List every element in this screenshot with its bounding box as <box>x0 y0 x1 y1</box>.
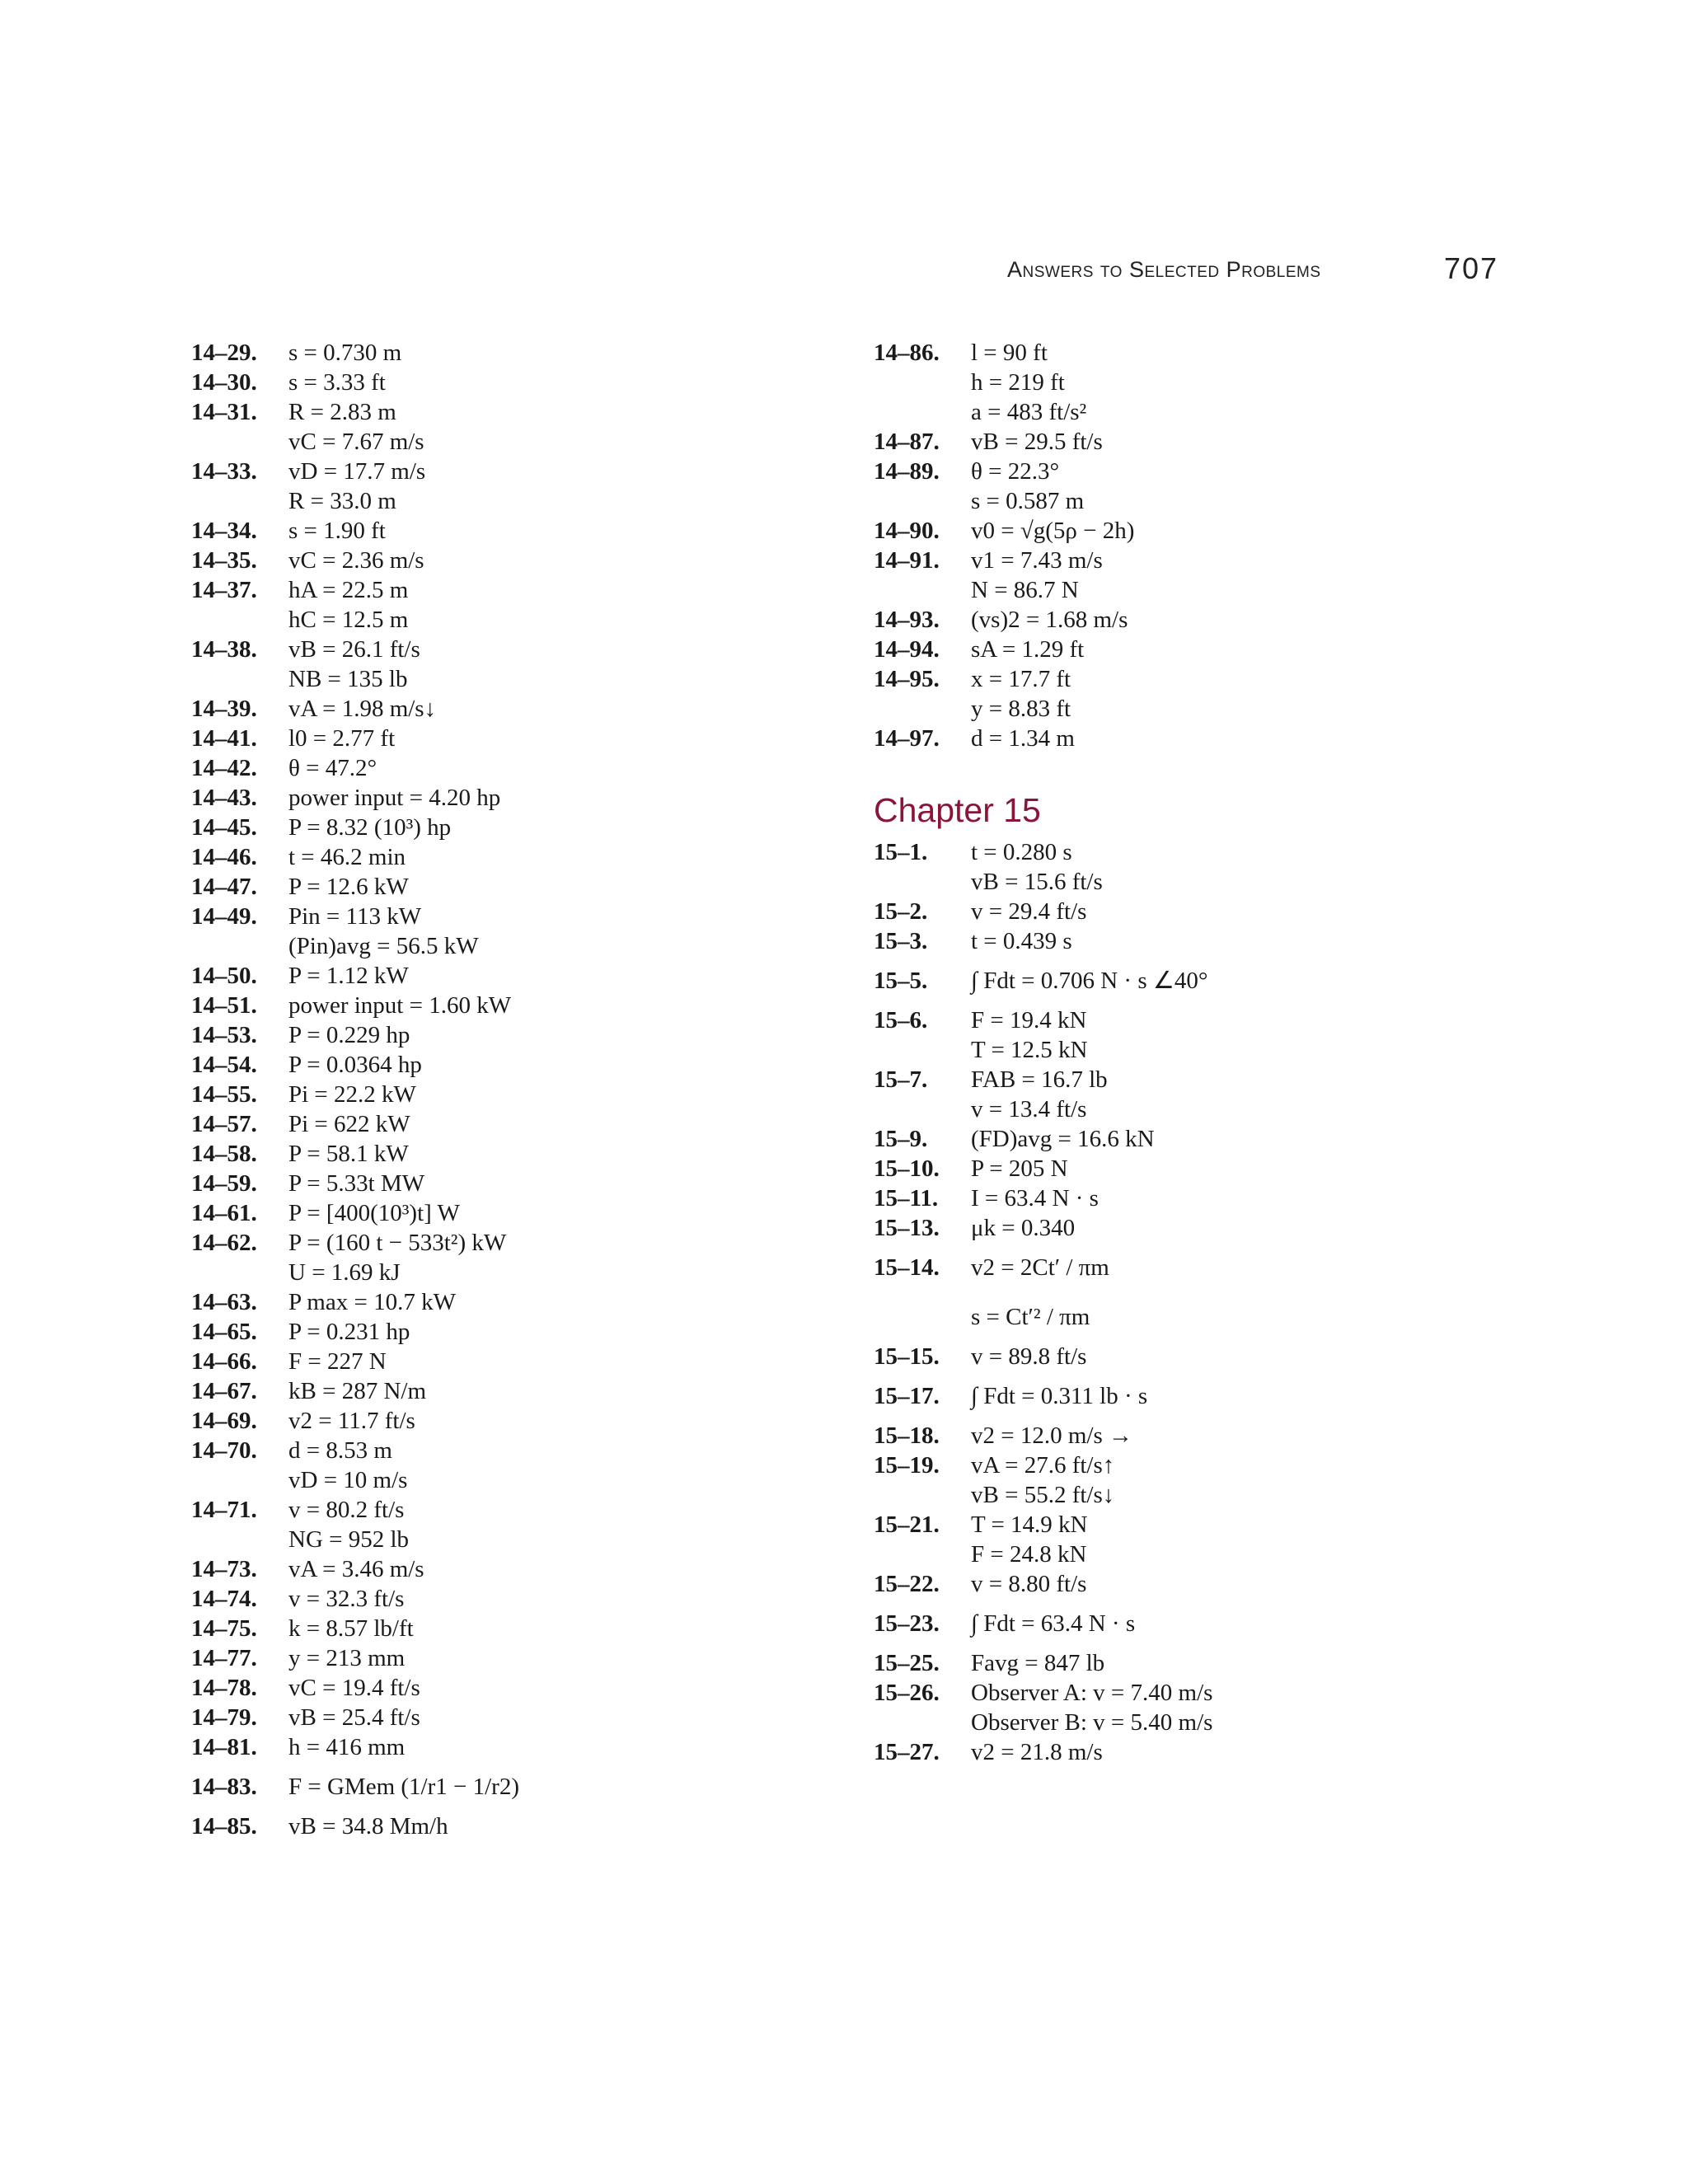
answer-text: hC = 12.5 m <box>288 607 409 633</box>
answer-text: vC = 2.36 m/s <box>288 547 424 574</box>
problem-number: 15–5. <box>874 968 928 994</box>
answer-row <box>191 1732 851 1762</box>
answer-text: ∫ Fdt = 0.311 lb · s <box>971 1383 1148 1409</box>
answer-text: s = Ct′² / πm <box>971 1304 1090 1330</box>
problem-number: 14–33. <box>191 458 257 485</box>
answer-row <box>191 813 851 842</box>
answer-text: ∫ Fdt = 63.4 N · s <box>971 1610 1136 1637</box>
answer-row <box>874 605 1533 635</box>
answer-row <box>191 872 851 902</box>
answer-row <box>874 664 1533 694</box>
answer-text: vB = 29.5 ft/s <box>971 429 1103 455</box>
answer-text: I = 63.4 N · s <box>971 1185 1099 1212</box>
answer-text: vA = 3.46 m/s <box>288 1556 424 1582</box>
problem-number: 14–94. <box>874 636 940 663</box>
answer-text: s = 3.33 ft <box>288 369 386 396</box>
answer-row <box>191 1406 851 1436</box>
answer-row <box>191 902 851 931</box>
answer-text: P = 205 N <box>971 1155 1068 1182</box>
problem-number: 14–83. <box>191 1774 257 1800</box>
answer-row <box>191 575 851 605</box>
answer-row <box>191 605 851 635</box>
answer-row <box>191 1673 851 1703</box>
problem-number: 15–27. <box>874 1739 940 1765</box>
answer-row <box>191 635 851 664</box>
answer-row <box>191 397 851 427</box>
answer-text: Pin = 113 kW <box>288 903 422 930</box>
problem-number: 14–73. <box>191 1556 257 1582</box>
problem-number: 15–9. <box>874 1126 928 1152</box>
answer-row <box>191 753 851 783</box>
answer-row <box>191 338 851 368</box>
problem-number: 14–35. <box>191 547 257 574</box>
answer-text: θ = 47.2° <box>288 755 377 781</box>
page-number: 707 <box>1444 251 1499 285</box>
answer-text: a = 483 ft/s² <box>971 399 1087 425</box>
problem-number: 15–19. <box>874 1452 940 1479</box>
answer-text: P max = 10.7 kW <box>288 1289 456 1315</box>
problem-number: 14–59. <box>191 1170 257 1197</box>
problem-number: 15–10. <box>874 1155 940 1182</box>
answer-text: l = 90 ft <box>971 340 1048 366</box>
problem-number: 15–6. <box>874 1007 928 1033</box>
problem-number: 14–34. <box>191 518 257 544</box>
answer-text: s = 1.90 ft <box>288 518 386 544</box>
problem-number: 15–2. <box>874 898 928 925</box>
problem-number: 14–54. <box>191 1052 257 1078</box>
problem-number: 14–77. <box>191 1645 257 1671</box>
answer-text: v = 32.3 ft/s <box>288 1586 405 1612</box>
answer-text: NB = 135 lb <box>288 666 408 692</box>
answer-row <box>191 931 851 961</box>
problem-number: 14–53. <box>191 1022 257 1048</box>
answers-column-right <box>874 338 1533 1767</box>
answer-row <box>874 1599 1533 1648</box>
problem-number: 14–37. <box>191 577 257 603</box>
problem-number: 14–31. <box>191 399 257 425</box>
answer-row <box>874 1124 1533 1154</box>
problem-number: 14–43. <box>191 785 257 811</box>
answer-text: power input = 1.60 kW <box>288 992 512 1019</box>
problem-number: 14–57. <box>191 1111 257 1137</box>
answer-row <box>191 991 851 1020</box>
answers-column-left <box>191 338 851 1841</box>
problem-number: 15–26. <box>874 1680 940 1706</box>
problem-number: 14–66. <box>191 1348 257 1375</box>
problem-number: 14–70. <box>191 1437 257 1464</box>
answer-row <box>191 1703 851 1732</box>
answer-text: t = 0.280 s <box>971 839 1072 865</box>
answer-row <box>191 1287 851 1317</box>
answer-text: P = 0.229 hp <box>288 1022 410 1048</box>
problem-number: 14–69. <box>191 1408 257 1434</box>
answer-text: Observer A: v = 7.40 m/s <box>971 1680 1213 1706</box>
problem-number: 14–81. <box>191 1734 257 1760</box>
answer-row <box>191 694 851 724</box>
problem-number: 14–95. <box>874 666 940 692</box>
answer-text: vD = 10 m/s <box>288 1467 408 1493</box>
answer-text: P = 0.0364 hp <box>288 1052 422 1078</box>
answer-row <box>874 694 1533 724</box>
answer-text: Pi = 622 kW <box>288 1111 410 1137</box>
problem-number: 14–67. <box>191 1378 257 1404</box>
problem-number: 14–93. <box>874 607 940 633</box>
answer-text: F = 227 N <box>288 1348 387 1375</box>
problem-number: 14–61. <box>191 1200 257 1226</box>
answer-text: U = 1.69 kJ <box>288 1259 401 1286</box>
answer-text: P = 12.6 kW <box>288 874 409 900</box>
answer-text: ∫ Fdt = 0.706 N · s ∠40° <box>971 968 1208 994</box>
problem-number: 14–91. <box>874 547 940 574</box>
answer-text: vC = 19.4 ft/s <box>288 1675 420 1701</box>
problem-number: 15–15. <box>874 1343 940 1370</box>
problem-number: 14–71. <box>191 1497 257 1523</box>
problem-number: 14–97. <box>874 725 940 752</box>
answer-row <box>874 486 1533 516</box>
answer-text: v = 8.80 ft/s <box>971 1571 1087 1597</box>
answer-row <box>191 961 851 991</box>
problem-number: 14–49. <box>191 903 257 930</box>
answer-row <box>874 897 1533 926</box>
problem-number: 15–14. <box>874 1254 940 1281</box>
answer-row <box>874 1648 1533 1678</box>
answer-text: NG = 952 lb <box>288 1526 410 1553</box>
answer-row <box>874 1371 1533 1421</box>
answer-text: t = 46.2 min <box>288 844 406 870</box>
problem-number: 14–47. <box>191 874 257 900</box>
answer-text: v = 13.4 ft/s <box>971 1096 1087 1122</box>
answer-row <box>874 1540 1533 1569</box>
answer-row <box>191 1436 851 1465</box>
problem-number: 15–22. <box>874 1571 940 1597</box>
answer-text: P = 8.32 (10³) hp <box>288 814 452 841</box>
problem-number: 14–51. <box>191 992 257 1019</box>
answer-row <box>191 1376 851 1406</box>
answer-row <box>191 842 851 872</box>
answer-text: vC = 7.67 m/s <box>288 429 424 455</box>
answer-row <box>874 1737 1533 1767</box>
answer-row <box>191 1762 851 1811</box>
answer-text: t = 0.439 s <box>971 928 1072 954</box>
problem-number: 14–30. <box>191 369 257 396</box>
answer-text: v = 29.4 ft/s <box>971 898 1087 925</box>
answer-text: R = 2.83 m <box>288 399 396 425</box>
answer-row <box>874 457 1533 486</box>
problem-number: 15–21. <box>874 1511 940 1538</box>
answer-text: θ = 22.3° <box>971 458 1060 485</box>
answer-text: P = 1.12 kW <box>288 963 409 989</box>
answer-row <box>191 724 851 753</box>
answers-chapter15 <box>874 837 1533 1767</box>
answer-row <box>191 1584 851 1614</box>
answer-text: FAB = 16.7 lb <box>971 1066 1108 1093</box>
answer-row <box>874 1094 1533 1124</box>
problem-number: 14–29. <box>191 340 257 366</box>
answer-text: Favg = 847 lb <box>971 1650 1105 1676</box>
answer-row <box>874 1451 1533 1480</box>
problem-number: 15–1. <box>874 839 928 865</box>
answer-text: v2 = 12.0 m/s → <box>971 1422 1133 1449</box>
running-head: Answers to Selected Problems <box>1007 257 1321 282</box>
answer-row <box>191 1139 851 1169</box>
problem-number: 14–85. <box>191 1813 257 1840</box>
answer-text: v1 = 7.43 m/s <box>971 547 1103 574</box>
answer-text: d = 8.53 m <box>288 1437 392 1464</box>
answer-text: v = 80.2 ft/s <box>288 1497 405 1523</box>
answer-row <box>191 1020 851 1050</box>
answer-row <box>874 1213 1533 1243</box>
problem-number: 14–89. <box>874 458 940 485</box>
answer-row <box>191 1495 851 1525</box>
answer-row <box>191 664 851 694</box>
answer-text: μk = 0.340 <box>971 1215 1076 1241</box>
problem-number: 15–11. <box>874 1185 939 1212</box>
answer-text: l0 = 2.77 ft <box>288 725 396 752</box>
problem-number: 15–25. <box>874 1650 940 1676</box>
problem-number: 14–45. <box>191 814 257 841</box>
answer-row <box>874 575 1533 605</box>
answer-row <box>874 1154 1533 1183</box>
answer-row <box>191 457 851 486</box>
answer-text: P = 0.231 hp <box>288 1319 410 1345</box>
problem-number: 14–63. <box>191 1289 257 1315</box>
answer-row <box>874 1421 1533 1451</box>
answer-text: vB = 55.2 ft/s↓ <box>971 1482 1115 1508</box>
answer-text: x = 17.7 ft <box>971 666 1071 692</box>
answer-row <box>191 1169 851 1198</box>
answer-row <box>874 338 1533 368</box>
answer-row <box>874 1005 1533 1035</box>
answer-row <box>191 1465 851 1495</box>
answer-text: y = 8.83 ft <box>971 696 1071 722</box>
problem-number: 14–65. <box>191 1319 257 1345</box>
answer-row <box>191 1228 851 1258</box>
answer-text: s = 0.587 m <box>971 488 1085 514</box>
answer-row <box>874 1243 1533 1292</box>
problem-number: 15–23. <box>874 1610 940 1637</box>
answer-text: d = 1.34 m <box>971 725 1075 752</box>
answer-text: vB = 34.8 Mm/h <box>288 1813 448 1840</box>
answer-row <box>874 516 1533 546</box>
problem-number: 14–38. <box>191 636 257 663</box>
answer-text: y = 213 mm <box>288 1645 406 1671</box>
answer-row <box>874 867 1533 897</box>
answer-text: N = 86.7 N <box>971 577 1079 603</box>
answer-text: vA = 27.6 ft/s↑ <box>971 1452 1115 1479</box>
answer-row <box>874 956 1533 1005</box>
answer-row <box>191 1050 851 1080</box>
answer-row <box>191 1317 851 1347</box>
answer-text: Observer B: v = 5.40 m/s <box>971 1709 1213 1736</box>
answer-text: P = (160 t − 533t²) kW <box>288 1230 507 1256</box>
answer-text: v2 = 21.8 m/s <box>971 1739 1103 1765</box>
problem-number: 14–46. <box>191 844 257 870</box>
answer-text: v2 = 2Ct′ / πm <box>971 1254 1109 1281</box>
answer-row <box>191 368 851 397</box>
answer-text: kB = 287 N/m <box>288 1378 427 1404</box>
answer-text: P = 5.33t MW <box>288 1170 425 1197</box>
answer-row <box>874 1342 1533 1371</box>
answer-text: (vs)2 = 1.68 m/s <box>971 607 1128 633</box>
answer-text: (FD)avg = 16.6 kN <box>971 1126 1155 1152</box>
answer-row <box>874 397 1533 427</box>
answer-text: vB = 15.6 ft/s <box>971 869 1103 895</box>
answer-text: v2 = 11.7 ft/s <box>288 1408 415 1434</box>
answer-text: vD = 17.7 m/s <box>288 458 426 485</box>
answer-text: F = 19.4 kN <box>971 1007 1087 1033</box>
answer-row <box>874 926 1533 956</box>
problem-number: 14–41. <box>191 725 257 752</box>
problem-number: 14–39. <box>191 696 257 722</box>
answer-row <box>874 546 1533 575</box>
answer-text: sA = 1.29 ft <box>971 636 1085 663</box>
answer-row <box>191 486 851 516</box>
problem-number: 15–3. <box>874 928 928 954</box>
answer-text: k = 8.57 lb/ft <box>288 1615 414 1642</box>
answer-row <box>874 1569 1533 1599</box>
answer-text: vA = 1.98 m/s↓ <box>288 696 437 722</box>
problem-number: 14–74. <box>191 1586 257 1612</box>
answer-row <box>191 1198 851 1228</box>
answer-row <box>191 1554 851 1584</box>
problem-number: 14–86. <box>874 340 940 366</box>
answer-text: T = 14.9 kN <box>971 1511 1088 1538</box>
problem-number: 14–62. <box>191 1230 257 1256</box>
answer-row <box>191 1614 851 1643</box>
problem-number: 14–78. <box>191 1675 257 1701</box>
answer-text: power input = 4.20 hp <box>288 785 501 811</box>
answer-row <box>191 1525 851 1554</box>
chapter-heading: Chapter 15 <box>874 791 1041 829</box>
answer-text: R = 33.0 m <box>288 488 396 514</box>
answer-row <box>191 1347 851 1376</box>
problem-number: 14–50. <box>191 963 257 989</box>
problem-number: 14–75. <box>191 1615 257 1642</box>
problem-number: 15–17. <box>874 1383 940 1409</box>
answer-row <box>874 427 1533 457</box>
answer-row <box>874 1678 1533 1708</box>
problem-number: 14–42. <box>191 755 257 781</box>
answer-row <box>191 1258 851 1287</box>
answer-row <box>191 1643 851 1673</box>
problem-number: 14–90. <box>874 518 940 544</box>
answer-text: vB = 25.4 ft/s <box>288 1704 420 1731</box>
problem-number: 15–18. <box>874 1422 940 1449</box>
answer-row <box>874 1183 1533 1213</box>
answer-row <box>191 1080 851 1109</box>
answer-text: (Pin)avg = 56.5 kW <box>288 933 479 959</box>
problem-number: 14–87. <box>874 429 940 455</box>
answer-text: hA = 22.5 m <box>288 577 409 603</box>
answer-row <box>191 427 851 457</box>
answer-row <box>191 516 851 546</box>
answer-row <box>874 837 1533 867</box>
answer-row <box>191 783 851 813</box>
answer-row <box>874 1480 1533 1510</box>
answer-text: F = 24.8 kN <box>971 1541 1087 1568</box>
answer-text: vB = 26.1 ft/s <box>288 636 420 663</box>
answer-text: v0 = √g(5ρ − 2h) <box>971 518 1135 544</box>
answer-row <box>874 1035 1533 1065</box>
answer-text: s = 0.730 m <box>288 340 402 366</box>
answers-chapter14-continued <box>874 338 1533 753</box>
answer-text: F = GMem (1/r1 − 1/r2) <box>288 1774 519 1800</box>
problem-number: 14–79. <box>191 1704 257 1731</box>
problem-number: 14–58. <box>191 1141 257 1167</box>
answer-text: h = 416 mm <box>288 1734 406 1760</box>
answer-row <box>191 1811 851 1841</box>
answer-row <box>874 1708 1533 1737</box>
answer-row <box>874 635 1533 664</box>
answer-text: P = [400(10³)t] W <box>288 1200 460 1226</box>
answer-row <box>191 1109 851 1139</box>
answer-text: T = 12.5 kN <box>971 1037 1088 1063</box>
problem-number: 15–13. <box>874 1215 940 1241</box>
problem-number: 15–7. <box>874 1066 928 1093</box>
answer-row <box>874 724 1533 753</box>
answer-text: Pi = 22.2 kW <box>288 1081 416 1108</box>
answer-row <box>874 1065 1533 1094</box>
problem-number: 14–55. <box>191 1081 257 1108</box>
answer-row <box>874 1510 1533 1540</box>
answer-text: h = 219 ft <box>971 369 1065 396</box>
answer-row <box>191 546 851 575</box>
answer-text: P = 58.1 kW <box>288 1141 409 1167</box>
answer-text: v = 89.8 ft/s <box>971 1343 1087 1370</box>
answer-row <box>874 368 1533 397</box>
answer-row <box>874 1292 1533 1342</box>
